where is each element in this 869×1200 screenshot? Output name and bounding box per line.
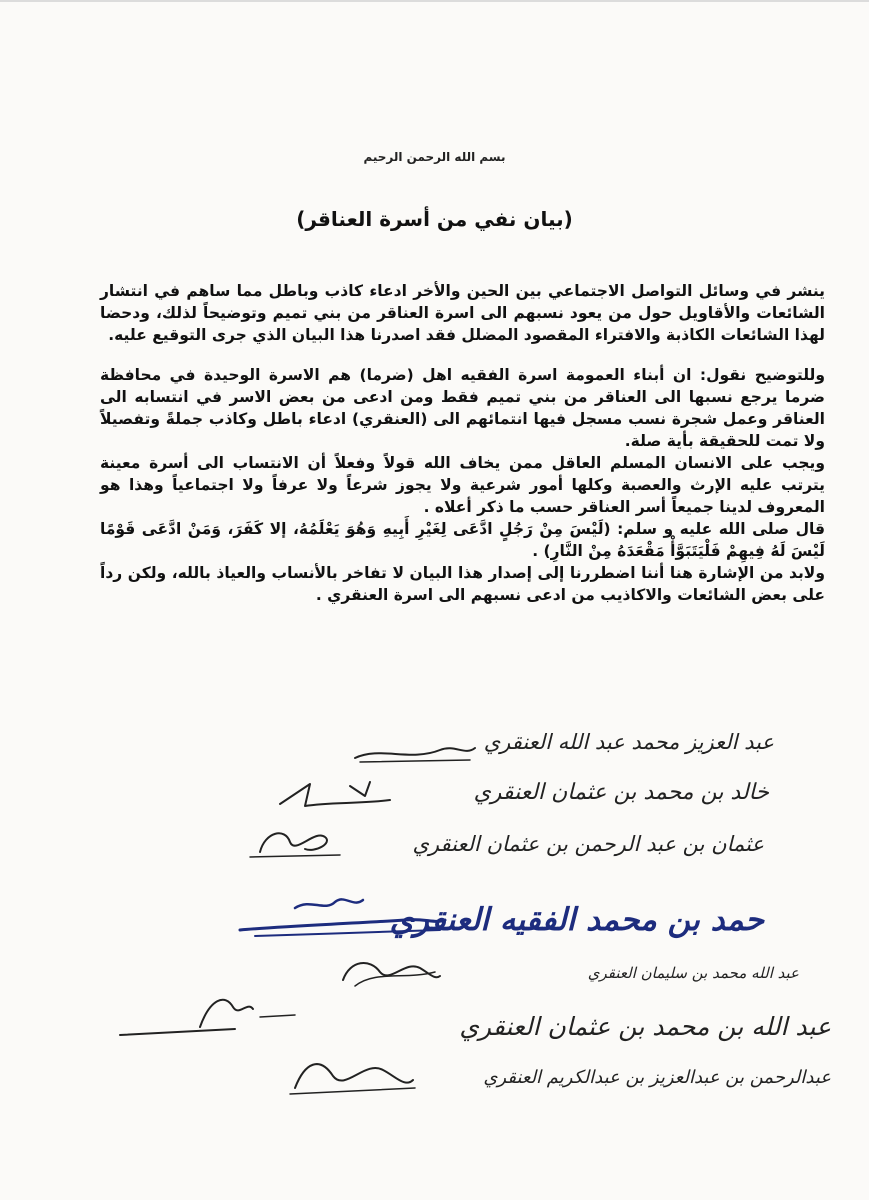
signature-line-7: عبدالرحمن بن عبدالعزيز بن عبدالكريم العنقري [483, 1067, 831, 1088]
signature-mark-6 [115, 987, 300, 1047]
signature-line-2: خالد بن محمد بن عثمان العنقري [473, 780, 769, 805]
basmala: بسم الله الرحمن الرحيم [363, 150, 506, 164]
signature-mark-4 [235, 890, 450, 950]
paragraph-hadith: قال صلى الله عليه و سلم: (لَيْسَ مِنْ رَجُلٍ ادَّعَى لِغَيْرِ أَبِيهِ وَهُوَ يَعْلَمُهُ، إلا كَفَرَ، وَمَنْ ادَّعَى قَوْمًا لَيْسَ لَهُ فِيهِمْ فَلْيَتَبَوَّأْ مَقْعَدَهُ مِنْ النَّارِ) . [100, 520, 825, 560]
signature-mark-7 [285, 1050, 420, 1100]
signatures-block [0, 722, 869, 1200]
signature-mark-2 [270, 774, 400, 814]
paragraph-intro: ينشر في وسائل التواصل الاجتماعي بين الحين والأخر ادعاء كاذب وباطل مما ساهم في انتشار الشائعات والأقاويل حول من يعود نسبهم الى اسرة العناقر من بني تميم وتوضيحاً لذلك، ودحضا لهذا الشائعات الكاذبة والافتراء المقصود المضلل فقد اصدرنا هذا البيان الذي جرى التوقيع عليه. [100, 282, 825, 344]
signature-mark-1 [350, 736, 480, 766]
signature-line-3: عثمان بن عبد الرحمن بن عثمان العنقري [412, 832, 764, 856]
signature-line-4: حمد بن محمد الفقيه العنقري [389, 902, 764, 938]
paragraph-obligation: ويجب على الانسان المسلم العاقل ممن يخاف الله قولاً وفعلاً أن الانتساب الى أسرة معينة يترتب عليه الإرث والعصبة وكلها أمور شرعية ولا يجوز شرعاً ولا عرفاً ولا اجتماعياً وهذا هو المعروف لدينا جميعاً أسر العناقر حسب ما ذكر أعلاه . [100, 454, 825, 516]
signature-line-6: عبد الله بن محمد بن عثمان العنقري [459, 1012, 831, 1041]
signature-line-1: عبد العزيز محمد عبد الله العنقري [483, 730, 774, 754]
signature-line-5: عبد الله محمد بن سليمان العنقري [587, 964, 799, 982]
signature-mark-5 [335, 950, 445, 995]
paragraph-clarification: وللتوضيح نقول: ان أبناء العمومة اسرة الفقيه اهل (ضرما) هم الاسرة الوحيدة في محافظة ضرما يرجع نسبها الى العناقر من بني تميم فقط ومن ادعى من بعض الاسر في انتسابه الى العناقر وعمل شجرة نسب مسجل فيها انتمائهم الى (العنقري) ادعاء باطل وكاذب جملةً وتفصيلاً ولا تمت للحقيقة بأية صلة. [100, 366, 825, 450]
document-title: (بيان نفي من أسرة العناقر) [296, 207, 573, 231]
statement-body [100, 280, 825, 606]
paragraph-conclusion: ولابد من الإشارة هنا أننا اضطررنا إلى إصدار هذا البيان لا تفاخر بالأنساب والعياذ بالله، ولكن رداً على بعض الشائعات والاكاذيب من ادعى نسبهم الى اسرة العنقري . [100, 564, 825, 604]
signature-mark-3 [245, 817, 345, 862]
